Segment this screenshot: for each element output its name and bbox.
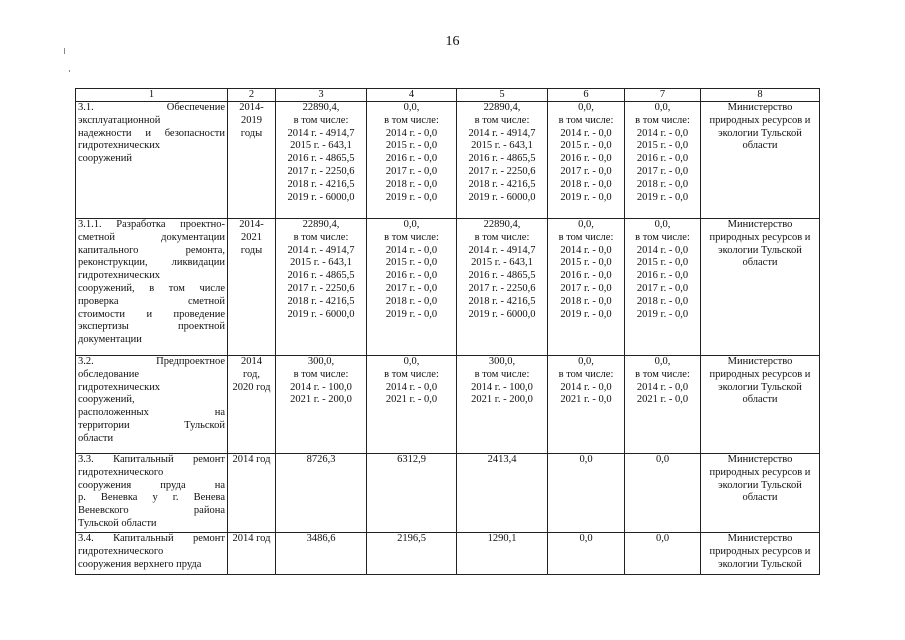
table-header-row [76,89,820,102]
activity-name-cell [76,454,228,533]
col3-line: в том числе: [293,368,349,380]
period-cell [228,356,276,454]
col5-line: 2015 г. - 643,1 [471,140,533,152]
col6-line: 0,0, [578,102,594,113]
name_lines-line: Тульской области [78,517,157,529]
executor-cell [701,356,820,454]
col6-line: 2014 г. - 0,0 [560,244,612,256]
col5-line: 2017 г. - 2250,6 [468,282,536,294]
funding-cell-col3 [276,356,367,454]
col4-line: 2017 г. - 0,0 [385,282,438,294]
name_lines-line: 3.1. Обеспечение [78,102,225,113]
executor_lines-line: области [742,140,778,152]
col7-line: в том числе: [635,114,690,126]
col4-line: 2018 г. - 0,0 [385,295,438,307]
col3-line: 3486,6 [306,533,336,544]
period_lines-line: 2020 год [232,381,271,393]
col4-line: 2018 г. - 0,0 [385,178,438,190]
col3-line: 2015 г. - 643,1 [290,257,352,269]
column-header: 2 [228,89,276,102]
col3-line: в том числе: [293,114,349,126]
col5-line: 2016 г. - 4865,5 [468,153,536,165]
col4-line: 2016 г. - 0,0 [385,153,438,165]
name_lines-line: 3.3. Капитальный ремонт [78,454,225,465]
col4-line: 2015 г. - 0,0 [385,140,438,152]
executor_lines-line: Министерство [727,533,793,544]
period-cell [228,454,276,533]
name_lines-line: обследование [78,368,139,380]
col4-line: 2019 г. - 0,0 [385,191,438,203]
funding-cell-col5 [457,533,548,575]
col5-line: 2413,4 [487,454,517,465]
activity-name-cell [76,533,228,575]
period_lines-line: годы [240,127,263,139]
col6-line: 2018 г. - 0,0 [560,178,612,190]
executor_lines-line: Министерство [727,219,793,230]
table-row [76,533,820,575]
funding-cell-col3 [276,219,367,356]
name_lines-line: области [78,432,114,444]
name_lines-line: эксплуатационной [78,114,161,126]
name_lines-line: документации [78,334,142,346]
executor-cell [701,219,820,356]
col7-line: 2015 г. - 0,0 [636,257,689,269]
name_lines-line: проверка сметной [78,295,225,307]
col5-line: 1290,1 [487,533,517,544]
col6-line: 0,0 [579,533,593,544]
col6-line: 2018 г. - 0,0 [560,295,612,307]
col6-line: 2017 г. - 0,0 [560,282,612,294]
col3-line: 2015 г. - 643,1 [290,140,352,152]
period_lines-line: 2019 [241,114,262,126]
col7-line: 2015 г. - 0,0 [636,140,689,152]
executor_lines-line: области [742,257,778,269]
funding-cell-col7 [625,102,701,219]
table-row [76,356,820,454]
funding-cell-col6 [548,102,625,219]
col4-line: в том числе: [384,368,439,380]
col7-line: в том числе: [635,231,690,243]
col3-line: 22890,4, [302,219,340,230]
col3-line: 2017 г. - 2250,6 [287,165,355,177]
name_lines-line: сооружений, [78,394,135,406]
name_lines-line: р. Веневка у г. Венева [78,492,225,504]
name_lines-line: 3.4. Капитальный ремонт [78,533,225,544]
col7-line: 0,0, [654,219,671,230]
col3-line: в том числе: [293,231,349,243]
funding-cell-col5 [457,219,548,356]
col5-line: 300,0, [488,356,516,367]
col5-line: 2014 г. - 4914,7 [468,127,536,139]
col6-line: 2014 г. - 0,0 [560,127,612,139]
funding-cell-col5 [457,356,548,454]
name_lines-line: территории Тульской [78,419,225,431]
name_lines-line: сооружения верхнего пруда [78,558,202,570]
col7-line: 2014 г. - 0,0 [636,127,689,139]
scan-mark [69,70,70,72]
col7-line: 0,0, [654,356,671,367]
col7-line: 2014 г. - 0,0 [636,381,689,393]
col5-line: в том числе: [474,368,530,380]
col4-line: 2196,5 [397,533,426,544]
column-header: 6 [548,89,625,102]
col5-line: 2019 г. - 6000,0 [468,308,536,320]
col5-line: 22890,4, [483,219,521,230]
col3-line: 2017 г. - 2250,6 [287,282,355,294]
funding-cell-col3 [276,102,367,219]
name_lines-line: сооружений [78,153,133,165]
funding-cell-col6 [548,356,625,454]
funding-cell-col4 [367,533,457,575]
col3-line: 2019 г. - 6000,0 [287,308,355,320]
period-cell [228,219,276,356]
name_lines-line: экспертизы проектной [78,321,225,333]
funding-cell-col6 [548,219,625,356]
period_lines-line: 2021 [241,231,262,243]
col6-line: в том числе: [558,368,614,380]
col3-line: 22890,4, [302,102,340,113]
col4-line: 2019 г. - 0,0 [385,308,438,320]
executor_lines-line: природных ресурсов и [709,368,811,380]
column-header: 7 [625,89,701,102]
col5-line: 2014 г. - 4914,7 [468,244,536,256]
executor_lines-line: области [742,492,778,504]
activity-name-cell [76,356,228,454]
col6-line: 2019 г. - 0,0 [560,308,612,320]
page-number: 16 [445,34,460,49]
name_lines-line: гидротехнических [78,140,161,152]
col3-line: 300,0, [307,356,335,367]
period_lines-line: 2014- [239,102,264,113]
period_lines-line: 2014 [241,356,262,367]
col5-line: 2018 г. - 4216,5 [468,178,536,190]
col4-line: 2021 г. - 0,0 [385,394,438,406]
name_lines-line: гидротехнического [78,466,164,478]
col7-line: 2021 г. - 0,0 [636,394,689,406]
col3-line: 8726,3 [306,454,336,465]
activity-name-cell [76,219,228,356]
col6-line: 2021 г. - 0,0 [560,394,612,406]
executor_lines-line: природных ресурсов и [709,114,811,126]
budget-table [75,88,820,575]
col5-line: 2019 г. - 6000,0 [468,191,536,203]
executor_lines-line: Министерство [727,356,793,367]
col7-line: 2018 г. - 0,0 [636,178,689,190]
col4-line: 0,0, [403,219,420,230]
name_lines-line: 3.1.1. Разработка проектно- [78,219,225,230]
period_lines-line: 2014- [239,219,264,230]
col5-line: в том числе: [474,114,530,126]
period_lines-line: годы [240,244,263,256]
col6-line: 2019 г. - 0,0 [560,191,612,203]
col4-line: 2014 г. - 0,0 [385,244,438,256]
funding-cell-col7 [625,533,701,575]
col6-line: 2015 г. - 0,0 [560,257,612,269]
executor-cell [701,454,820,533]
column-header: 4 [367,89,457,102]
col3-line: 2018 г. - 4216,5 [287,178,355,190]
executor_lines-line: экологии Тульской [718,381,802,393]
col4-line: 2016 г. - 0,0 [385,270,438,282]
period-cell [228,102,276,219]
col7-line: 2019 г. - 0,0 [636,308,689,320]
column-header: 8 [701,89,820,102]
name_lines-line: гидротехнического [78,545,164,557]
col7-line: 0,0, [654,102,671,113]
col3-line: 2016 г. - 4865,5 [287,153,355,165]
executor_lines-line: экологии Тульской [718,558,802,570]
period_lines-line: 2014 год [232,454,271,465]
funding-cell-col7 [625,356,701,454]
name_lines-line: сооружений, в том числе [78,282,225,294]
executor_lines-line: природных ресурсов и [709,545,811,557]
col6-line: 0,0 [579,454,593,465]
col3-line: 2018 г. - 4216,5 [287,295,355,307]
funding-cell-col4 [367,454,457,533]
name_lines-line: стоимости и проведение [78,308,225,320]
name_lines-line: расположенных на [78,407,225,419]
funding-cell-col5 [457,454,548,533]
col3-line: 2014 г. - 4914,7 [287,244,355,256]
name_lines-line: 3.2. Предпроектное [78,356,225,367]
scan-mark [64,48,65,54]
funding-cell-col4 [367,219,457,356]
col6-line: 2016 г. - 0,0 [560,270,612,282]
funding-cell-col4 [367,102,457,219]
period-cell [228,533,276,575]
col6-line: 2014 г. - 0,0 [560,381,612,393]
executor_lines-line: природных ресурсов и [709,231,811,243]
name_lines-line: Веневского района [78,505,225,517]
col6-line: 0,0, [578,219,594,230]
funding-cell-col6 [548,533,625,575]
name_lines-line: гидротехнических [78,381,161,393]
col6-line: 2015 г. - 0,0 [560,140,612,152]
col7-line: 2016 г. - 0,0 [636,153,689,165]
name_lines-line: надежности и безопасности [78,127,225,139]
name_lines-line: сметной документации [78,231,225,243]
col7-line: 2014 г. - 0,0 [636,244,689,256]
table-row [76,219,820,356]
col6-line: 2016 г. - 0,0 [560,153,612,165]
executor_lines-line: Министерство [727,454,793,465]
col6-line: в том числе: [558,231,614,243]
activity-name-cell [76,102,228,219]
col5-line: 2014 г. - 100,0 [471,381,533,393]
col5-line: 22890,4, [483,102,521,113]
col7-line: 0,0 [655,533,670,544]
col3-line: 2016 г. - 4865,5 [287,270,355,282]
col6-line: 0,0, [578,356,594,367]
col4-line: 2014 г. - 0,0 [385,381,438,393]
executor_lines-line: природных ресурсов и [709,466,811,478]
col7-line: в том числе: [635,368,690,380]
col5-line: 2015 г. - 643,1 [471,257,533,269]
funding-cell-col7 [625,219,701,356]
col7-line: 2016 г. - 0,0 [636,270,689,282]
col3-line: 2014 г. - 100,0 [290,381,352,393]
col4-line: 2017 г. - 0,0 [385,165,438,177]
col5-line: 2016 г. - 4865,5 [468,270,536,282]
table-row [76,454,820,533]
executor-cell [701,102,820,219]
executor_lines-line: экологии Тульской [718,127,802,139]
executor_lines-line: Министерство [727,102,793,113]
col7-line: 2017 г. - 0,0 [636,165,689,177]
col6-line: в том числе: [558,114,614,126]
col7-line: 0,0 [655,454,670,465]
col3-line: 2019 г. - 6000,0 [287,191,355,203]
funding-cell-col6 [548,454,625,533]
col5-line: в том числе: [474,231,530,243]
col3-line: 2014 г. - 4914,7 [287,127,355,139]
executor_lines-line: экологии Тульской [718,244,802,256]
col7-line: 2019 г. - 0,0 [636,191,689,203]
col4-line: 0,0, [403,102,420,113]
col4-line: 2015 г. - 0,0 [385,257,438,269]
period_lines-line: год, [243,368,260,380]
column-header: 1 [76,89,228,102]
funding-cell-col3 [276,533,367,575]
column-header: 3 [276,89,367,102]
name_lines-line: сооружения пруда на [78,479,225,491]
col5-line: 2018 г. - 4216,5 [468,295,536,307]
column-header: 5 [457,89,548,102]
col4-line: в том числе: [384,231,439,243]
period_lines-line: 2014 год [232,533,271,544]
col4-line: 0,0, [403,356,420,367]
funding-cell-col3 [276,454,367,533]
col5-line: 2021 г. - 200,0 [471,394,533,406]
col7-line: 2018 г. - 0,0 [636,295,689,307]
col5-line: 2017 г. - 2250,6 [468,165,536,177]
funding-cell-col4 [367,356,457,454]
name_lines-line: капитального ремонта, [78,244,225,256]
executor_lines-line: области [742,394,778,406]
executor_lines-line: экологии Тульской [718,479,802,491]
col4-line: 2014 г. - 0,0 [385,127,438,139]
table-row [76,102,820,219]
name_lines-line: гидротехнических [78,270,161,282]
name_lines-line: реконструкции, ликвидации [78,257,225,269]
funding-cell-col5 [457,102,548,219]
col4-line: в том числе: [384,114,439,126]
col6-line: 2017 г. - 0,0 [560,165,612,177]
col4-line: 6312,9 [397,454,426,465]
funding-cell-col7 [625,454,701,533]
executor-cell [701,533,820,575]
col3-line: 2021 г. - 200,0 [290,394,352,406]
col7-line: 2017 г. - 0,0 [636,282,689,294]
